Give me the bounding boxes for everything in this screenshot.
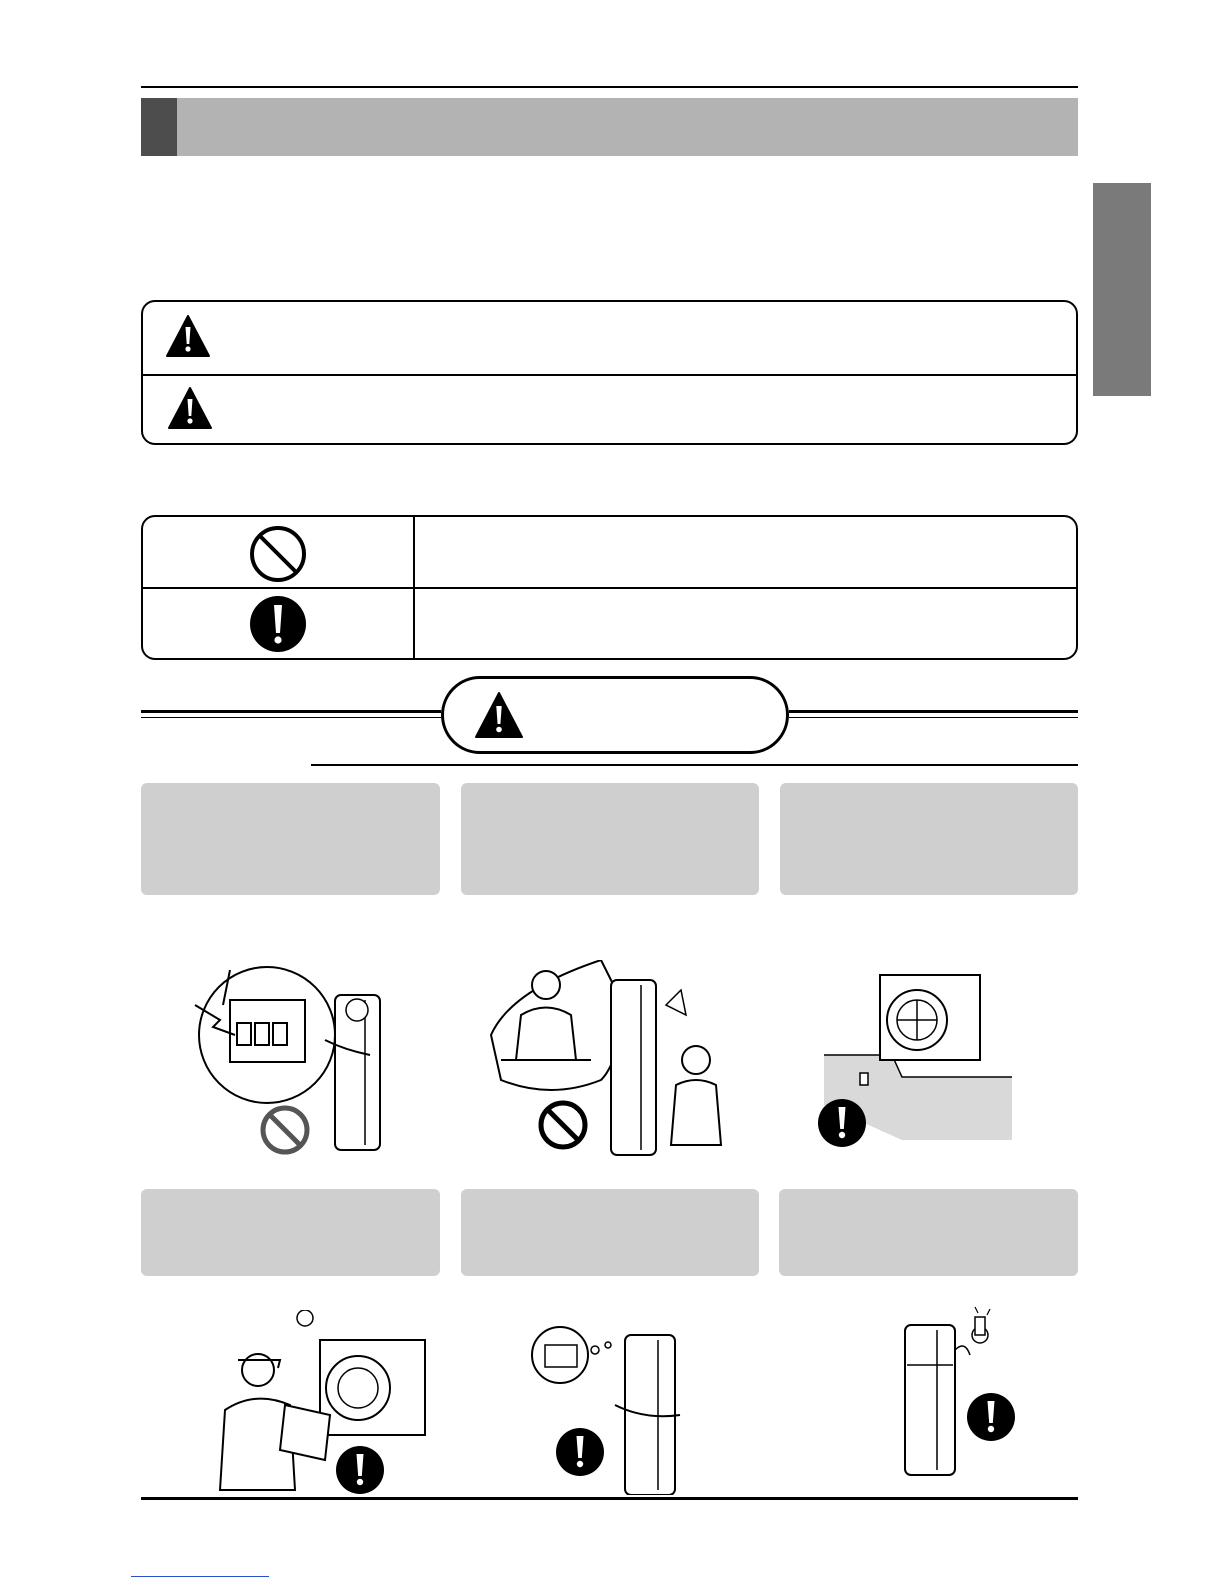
symbol-legend-box: [141, 515, 1078, 660]
banner-rule-left-bottom: [141, 717, 441, 718]
subsection-rule: [311, 764, 1078, 766]
instruction-panel-6: [779, 1189, 1078, 1276]
symbol-legend-column-divider: [413, 517, 415, 658]
instruction-panel-3: [780, 783, 1078, 895]
banner-rule-left-top: [141, 710, 441, 713]
legend-divider: [143, 374, 1076, 376]
indoor-unit-fuse-illustration: [895, 1305, 1035, 1480]
mandatory-exclamation-icon: [249, 595, 307, 653]
outdoor-unit-illustration: [812, 965, 1022, 1155]
instruction-panel-2: [461, 783, 759, 895]
breaker-switch-illustration: [175, 965, 420, 1160]
symbol-legend-divider: [143, 587, 1076, 589]
warning-triangle-icon: [165, 314, 211, 358]
instruction-panel-5: [461, 1189, 759, 1276]
instruction-panel-4: [141, 1189, 440, 1276]
banner-rule-right-top: [789, 710, 1078, 713]
banner-rule-right-bottom: [789, 717, 1078, 718]
warning-legend-box: [141, 300, 1078, 445]
section-header-bar: [141, 98, 1078, 156]
prohibited-circle-icon: [249, 525, 307, 583]
bottom-rule: [141, 1497, 1078, 1500]
warning-banner-badge: [441, 676, 789, 754]
phone-call-illustration: [481, 960, 731, 1160]
breaker-check-illustration: [530, 1320, 705, 1495]
section-header-block: [141, 98, 177, 156]
installer-manual-illustration: [210, 1310, 440, 1495]
footer-link-underline[interactable]: [131, 1576, 269, 1577]
instruction-panel-1: [141, 783, 440, 895]
side-tab: [1093, 183, 1151, 396]
warning-triangle-icon: [474, 691, 524, 739]
caution-triangle-icon: [167, 386, 213, 430]
top-rule: [141, 86, 1078, 88]
